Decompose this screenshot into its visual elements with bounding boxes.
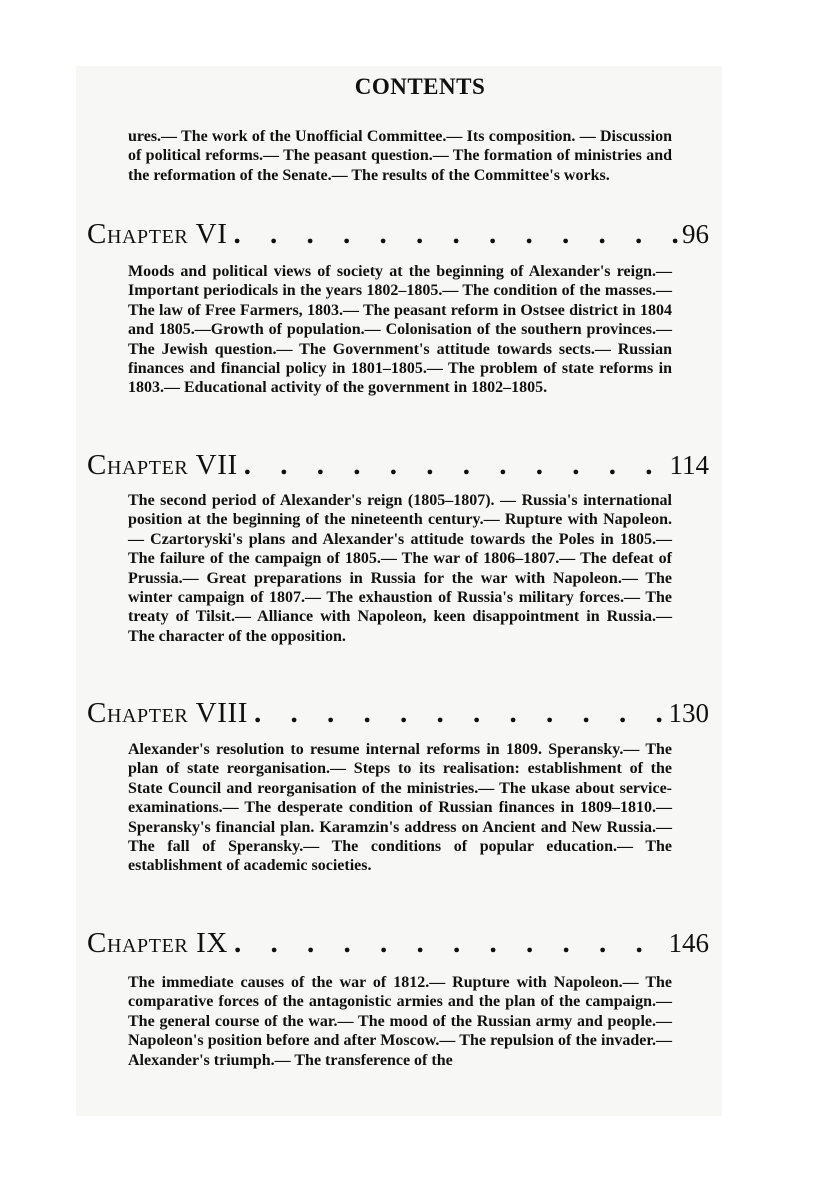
chapter-title: Chapter VI xyxy=(87,218,228,250)
chapter-summary: The second period of Alexander's reign (1805–1807). — Russia's international position at the beginning of the nineteenth century.— Rupture with Napoleon.— Czartoryski's plans and Alexander's attitude towards the Poles in 1805.— The failure of the campaign of 1805.— The war of 1806–1807.— The defeat of Prussia.— Great preparations in Russia for the war with Napoleon.— The winter campaign of 1807.— The exhaustion of Russia's military forces.— The treaty of Tilsit.— Alliance with Napoleon, keen disappointment in Russia.— The character of the opposition. xyxy=(128,492,672,645)
chapter-heading xyxy=(87,697,709,733)
continuation-summary: ures.— The work of the Unofficial Committee.— Its composition. — Discussion of political reforms.— The peasant question.— The formation of ministries and the reformation of the Senate.— The results of the Committee's works. xyxy=(128,128,672,184)
chapter-title: Chapter VII xyxy=(87,449,238,481)
leader-dots xyxy=(228,927,665,960)
chapter-summary: The immediate causes of the war of 1812.— Rupture with Napoleon.— The comparative forces of the antagonistic armies and the plan of the campaign.— The general course of the war.— The mood of the Russian army and people.— Napoleon's position before and after Moscow.— The repulsion of the invader.— Alexander's triumph.— The transference of the xyxy=(128,974,672,1069)
page-number: 130 xyxy=(668,698,709,728)
chapter-summary: Alexander's resolution to resume internal reforms in 1809. Speransky.— The plan of state reorganisation.— Steps to its realisation: establishment of the State Council and reorganisation of the ministries.— The ukase about service-examinations.— The desperate condition of Russian finances in 1809–1810.— Speransky's financial plan. Karamzin's address on Ancient and New Russia.— The fall of Speransky.— The conditions of popular education.— The establishment of academic societies. xyxy=(128,741,672,875)
leader-dots xyxy=(227,218,678,251)
page-number: 114 xyxy=(669,450,709,480)
page-number: 146 xyxy=(668,928,709,958)
page-number: 96 xyxy=(682,219,709,249)
leader-dots xyxy=(238,449,666,482)
chapter-heading xyxy=(87,927,709,963)
chapter-title: Chapter IX xyxy=(87,927,228,959)
running-head: CONTENTS xyxy=(354,74,486,99)
chapter-heading xyxy=(87,449,709,485)
chapter-summary: Moods and political views of society at the beginning of Alexander's reign.— Important periodicals in the years 1802–1805.— The condition of the masses.— The law of Free Farmers, 1803.— The peasant reform in Ostsee district in 1804 and 1805.—Growth of population.— Colonisation of the southern provinces.— The Jewish question.— The Government's attitude towards sects.— Russian finances and financial policy in 1801–1805.— The problem of state reforms in 1803.— Educational activity of the government in 1802–1805. xyxy=(128,263,672,397)
chapter-title: Chapter VIII xyxy=(87,697,248,729)
chapter-heading xyxy=(87,218,709,254)
leader-dots xyxy=(248,697,665,730)
